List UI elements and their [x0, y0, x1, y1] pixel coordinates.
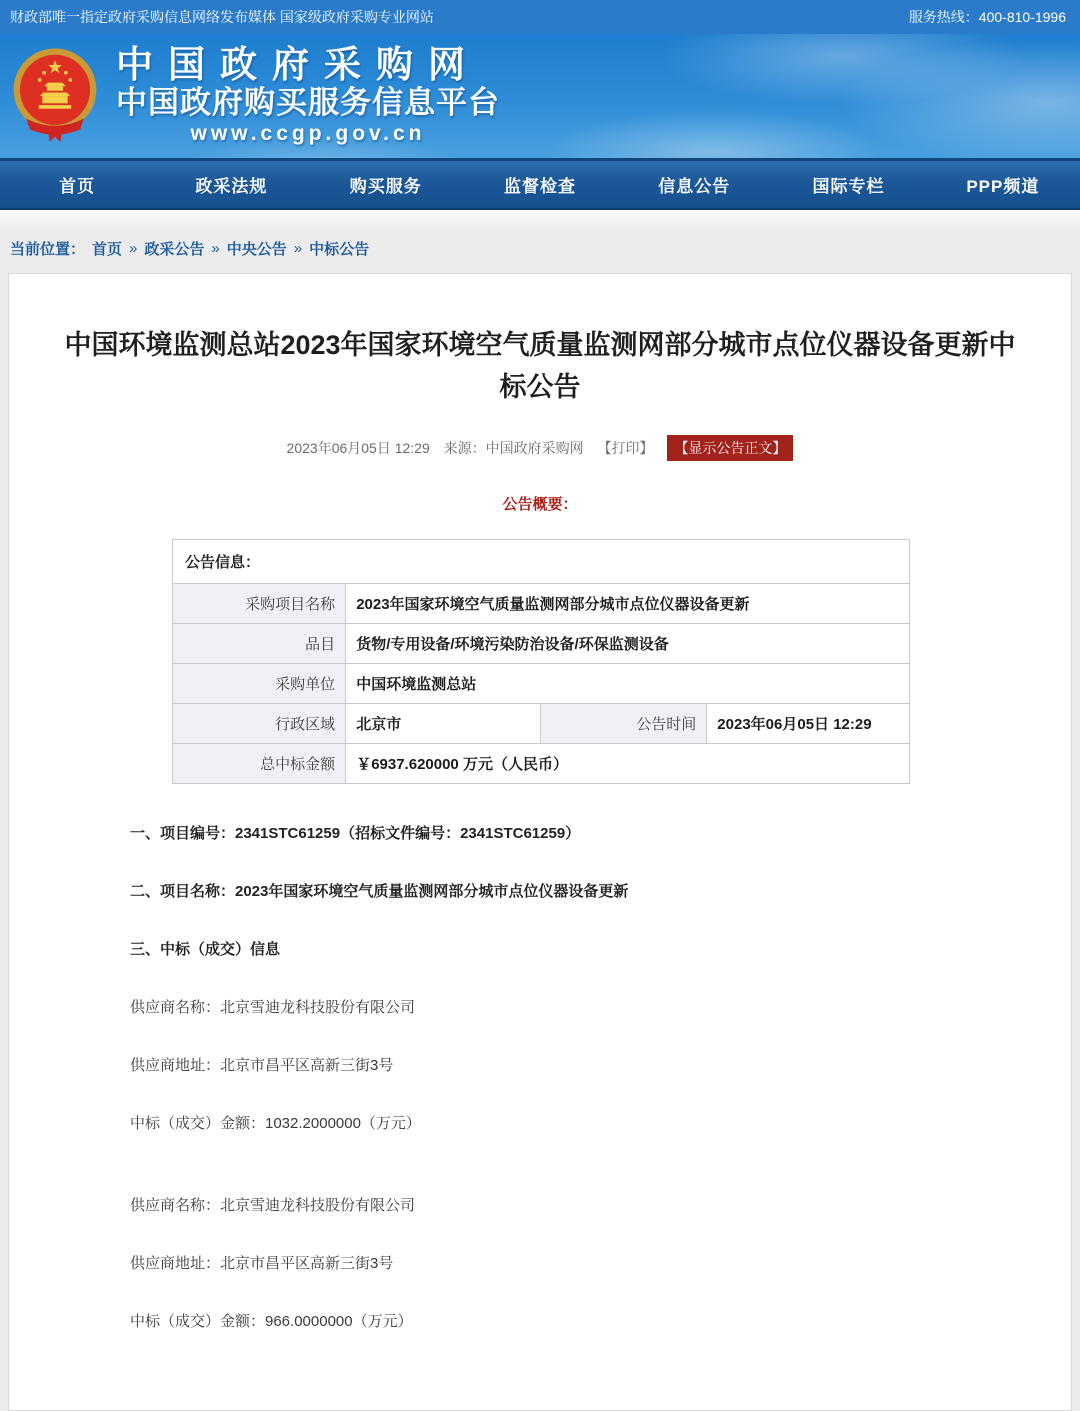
row-label-purchaser: 采购单位: [173, 664, 346, 704]
breadcrumb-separator: »: [129, 240, 138, 257]
nav-item-announcements[interactable]: 信息公告: [658, 177, 731, 196]
site-slogan: 财政部唯一指定政府采购信息网络发布媒体 国家级政府采购专业网站: [10, 9, 434, 25]
row-value-total-amount: ￥6937.620000 万元（人民币）: [346, 744, 910, 784]
article-panel: [8, 273, 1072, 1411]
breadcrumb-procurement-announcements[interactable]: 政采公告: [144, 241, 205, 258]
nav-item-regulations[interactable]: 政采法规: [195, 177, 268, 196]
site-url: www.ccgp.gov.cn: [190, 122, 426, 145]
row-value-project-name: 2023年国家环境空气质量监测网部分城市点位仪器设备更新: [346, 584, 910, 624]
table-title: 公告信息：: [173, 540, 910, 584]
summary-heading: 公告概要：: [502, 496, 578, 513]
supplier-name: 供应商名称：北京雪迪龙科技股份有限公司: [130, 999, 416, 1016]
table-row: [173, 540, 910, 584]
site-title-block: [116, 45, 500, 147]
supplier-name: 供应商名称：北京雪迪龙科技股份有限公司: [130, 1197, 416, 1214]
supplier-address: 供应商地址：北京市昌平区高新三街3号: [130, 1057, 394, 1074]
row-value-region: 北京市: [346, 704, 541, 744]
row-label-region: 行政区域: [173, 704, 346, 744]
section-award-info: 三、中标（成交）信息: [130, 941, 281, 958]
announcement-info-table: [172, 539, 910, 784]
publish-datetime: 2023年06月05日 12:29: [286, 440, 430, 456]
nav-item-purchase-services[interactable]: 购买服务: [349, 177, 422, 196]
nav-item-supervision[interactable]: 监督检查: [503, 177, 576, 196]
table-row: [173, 584, 910, 624]
section-project-number: 一、项目编号：2341STC61259（招标文件编号：2341STC61259）: [130, 825, 581, 842]
breadcrumb-separator: »: [211, 240, 220, 257]
breadcrumb-separator: »: [293, 240, 303, 257]
article-meta: [9, 435, 1071, 461]
section-project-name: 二、项目名称：2023年国家环境空气质量监测网部分城市点位仪器设备更新: [130, 883, 629, 900]
main-nav: [0, 158, 1080, 210]
row-label-announce-time: 公告时间: [541, 704, 707, 744]
row-label-project-name: 采购项目名称: [173, 584, 346, 624]
nav-item-home[interactable]: 首页: [59, 177, 96, 196]
breadcrumb-label: 当前位置：: [10, 241, 86, 258]
nav-item-international[interactable]: 国际专栏: [812, 177, 885, 196]
award-amount: 中标（成交）金额：966.0000000（万元）: [130, 1313, 413, 1330]
nav-shadow: [0, 210, 1080, 232]
breadcrumb-central-announcements[interactable]: 中央公告: [226, 241, 287, 258]
site-subtitle: 中国政府购买服务信息平台: [116, 85, 500, 120]
site-logo[interactable]: [10, 43, 500, 149]
table-row: [173, 704, 910, 744]
row-value-category: 货物/专用设备/环境污染防治设备/环保监测设备: [346, 624, 910, 664]
table-row: [173, 624, 910, 664]
row-label-category: 品目: [173, 624, 346, 664]
nav-item-ppp-channel[interactable]: PPP频道: [966, 177, 1040, 196]
table-row: [173, 664, 910, 704]
breadcrumb: [0, 232, 1080, 273]
top-utility-bar: [0, 0, 1080, 34]
breadcrumb-home[interactable]: 首页: [92, 241, 123, 258]
row-value-announce-time: 2023年06月05日 12:29: [707, 704, 910, 744]
table-row: [173, 744, 910, 784]
row-label-total-amount: 总中标金额: [173, 744, 346, 784]
supplier-block-2: [130, 1196, 1011, 1332]
site-name: 中国政府采购网: [116, 44, 480, 85]
article-title: 中国环境监测总站2023年国家环境空气质量监测网部分城市点位仪器设备更新中标公告: [64, 330, 1016, 402]
print-link[interactable]: 【打印】: [597, 440, 654, 456]
breadcrumb-award-announcements[interactable]: 中标公告: [309, 241, 370, 258]
row-value-purchaser: 中国环境监测总站: [346, 664, 910, 704]
award-amount: 中标（成交）金额：1032.2000000（万元）: [130, 1115, 421, 1132]
article-body: [130, 824, 1011, 1332]
supplier-block-1: [130, 998, 1011, 1134]
show-full-text-button[interactable]: 【显示公告正文】: [667, 435, 793, 461]
national-emblem-icon: [10, 45, 100, 149]
service-hotline: 服务热线：400-810-1996: [908, 9, 1066, 25]
article-source: 来源：中国政府采购网: [443, 440, 584, 456]
masthead: [0, 34, 1080, 158]
supplier-address: 供应商地址：北京市昌平区高新三街3号: [130, 1255, 394, 1272]
